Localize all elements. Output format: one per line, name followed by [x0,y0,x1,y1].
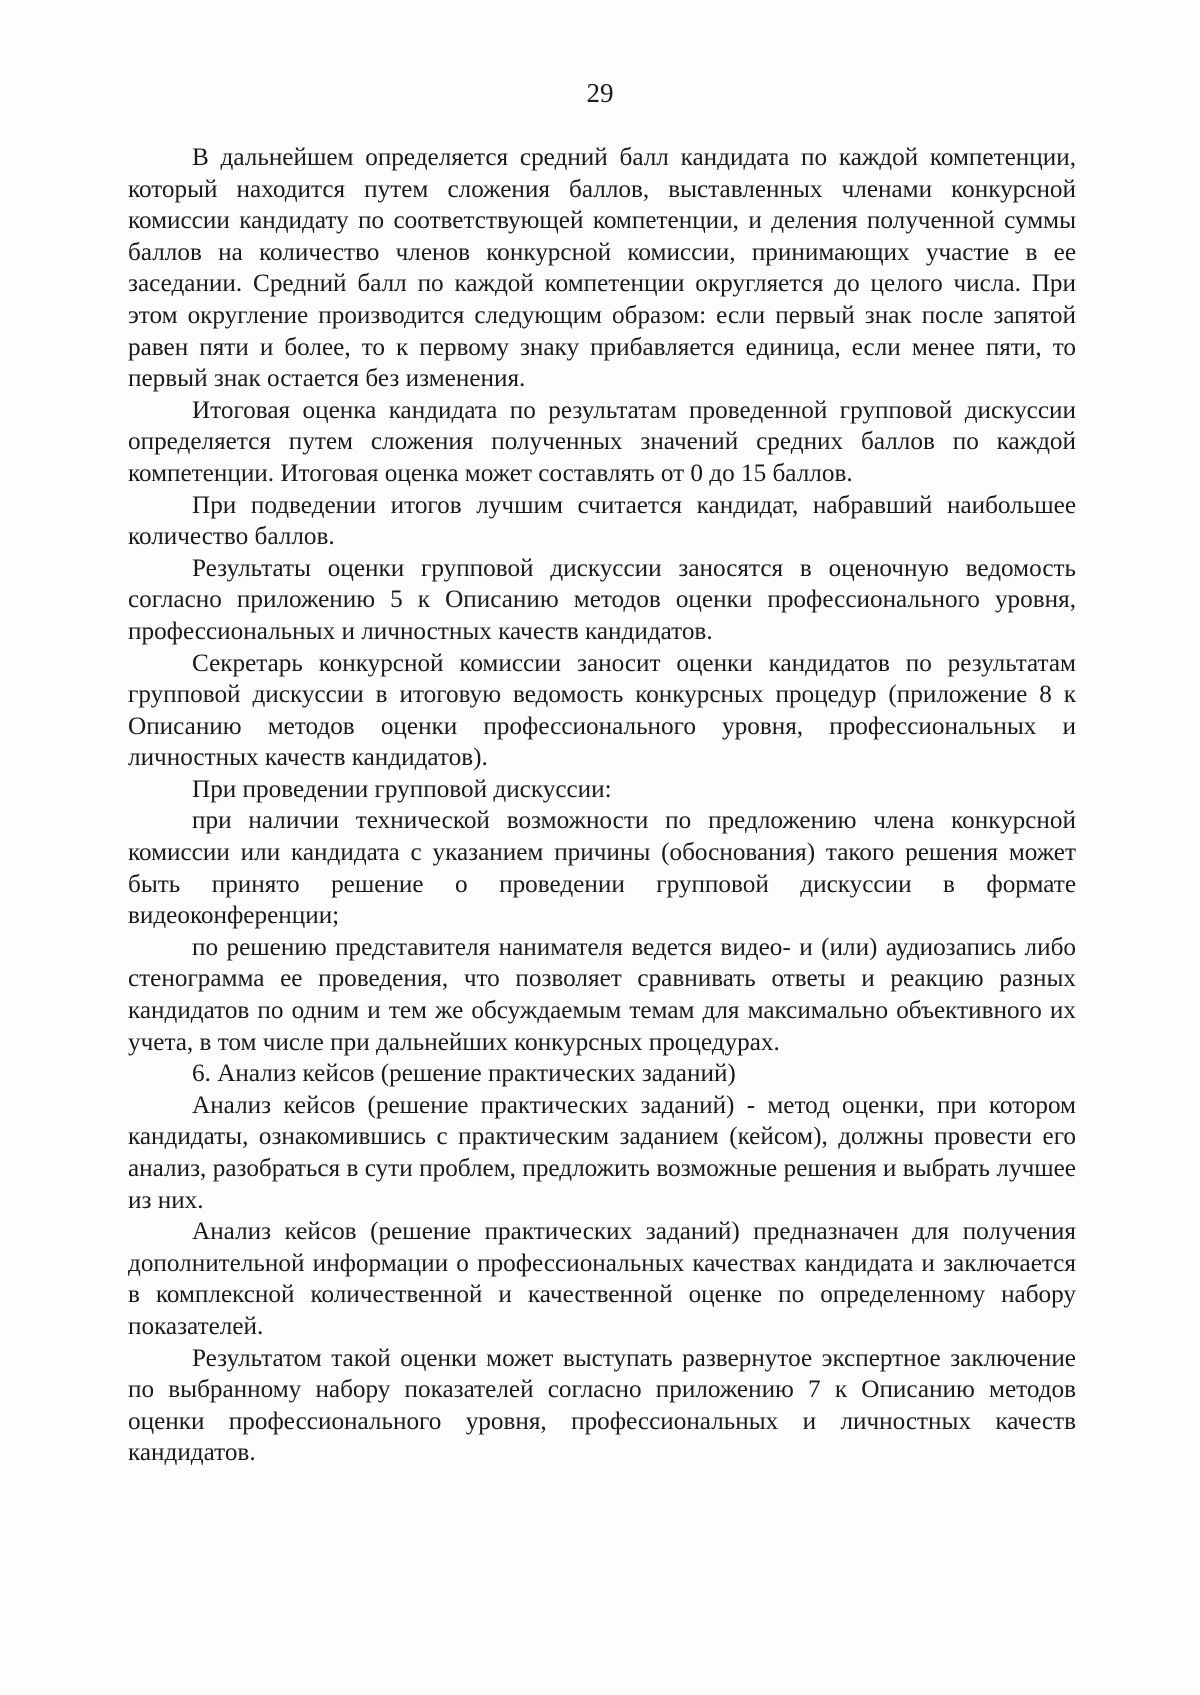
paragraph: При подведении итогов лучшим считается кандидат, набравший наибольшее количество баллов. [128,491,1076,551]
paragraph: Итоговая оценка кандидата по результатам проведенной групповой дискуссии определяется путем сложения полученных значений средних баллов по каждой компетенции. Итоговая оценка может составлять от 0 до 15 баллов. [128,396,1076,487]
paragraph: Секретарь конкурсной комиссии заносит оценки кандидатов по результатам групповой дискуссии в итоговую ведомость конкурсных процедур (приложение 8 к Описанию методов оценки профессионального уровня, профессиональных и личностных качеств кандидатов). [128,649,1076,772]
paragraph: Результатом такой оценки может выступать развернутое экспертное заключение по выбранному набору показателей согласно приложению 7 к Описанию методов оценки профессионального уровня, профессиональных и личностных качеств кандидатов. [128,1344,1076,1467]
paragraph: по решению представителя нанимателя ведется видео- и (или) аудиозапись либо стенограмма ее проведения, что позволяет сравнивать ответы и реакцию разных кандидатов по одним и тем же обсуждаемым темам для максимально объективного их учета, в том числе при дальнейших конкурсных процедурах. [128,933,1076,1056]
page-number: 29 [586,78,614,108]
paragraph: При проведении групповой дискуссии: [192,775,612,803]
section-heading: 6. Анализ кейсов (решение практических заданий) [192,1060,736,1088]
paragraph: при наличии технической возможности по предложению члена конкурсной комиссии или кандидата с указанием причины (обоснования) такого решения может быть принято решение о проведении групповой дискуссии в формате видеоконференции; [128,807,1076,930]
paragraph: Анализ кейсов (решение практических заданий) предназначен для получения дополнительной информации о профессиональных качествах кандидата и заключается в комплексной количественной и качественной оценке по определенному набору показателей. [128,1218,1076,1340]
paragraph: Анализ кейсов (решение практических заданий) - метод оценки, при котором кандидаты, ознакомившись с практическим заданием (кейсом), должны провести его анализ, разобраться в сути проблем, предложить возможные решения и выбрать лучшее из них. [128,1091,1076,1214]
paragraph: Результаты оценки групповой дискуссии заносятся в оценочную ведомость согласно приложению 5 к Описанию методов оценки профессионального уровня, профессиональных и личностных качеств кандидатов. [128,554,1076,645]
paragraph: В дальнейшем определяется средний балл кандидата по каждой компетенции, который находится путем сложения баллов, выставленных членами конкурсной комиссии кандидату по соответствующей компетенции, и деления полученной суммы баллов на количество членов конкурсной комиссии, принимающих участие в ее заседании. Средний балл по каждой компетенции округляется до целого числа. При этом округление производится следующим образом: если первый знак после запятой равен пяти и более, то к первому знаку прибавляется единица, если менее пяти, то первый знак остается без изменения. [128,144,1076,393]
document-body [128,142,1076,1469]
